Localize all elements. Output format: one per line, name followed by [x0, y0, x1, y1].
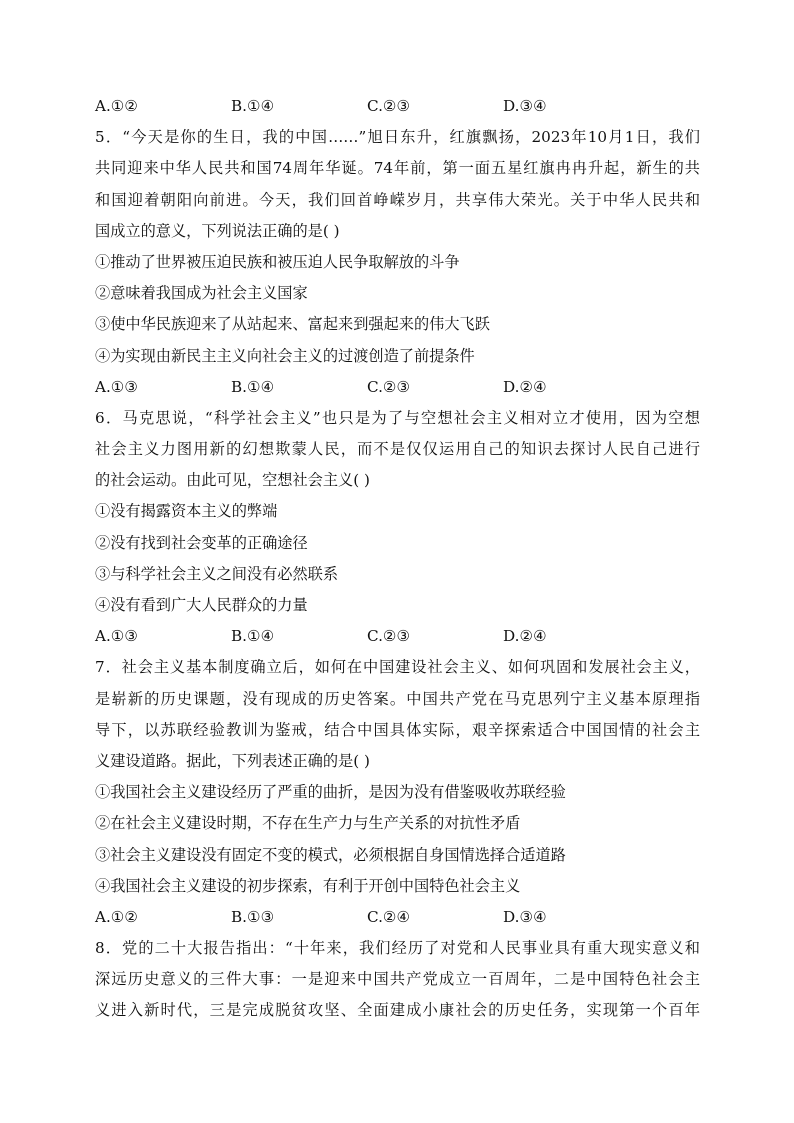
statement-item: ④没有看到广大人民群众的力量: [95, 596, 308, 614]
question-stem-line: 国成立的意义，下列说法正确的是( ): [95, 221, 340, 240]
statement-item: ②在社会主义建设时期，不存在生产力与生产关系的对抗性矛盾: [95, 814, 521, 833]
option-c[interactable]: C.②③: [367, 97, 411, 115]
option-a[interactable]: A.①③: [95, 377, 139, 396]
statement-item: ③使中华民族迎来了从站起来、富起来到强起来的伟大飞跃: [95, 315, 490, 334]
option-b[interactable]: B.①④: [231, 627, 275, 646]
question-7: [95, 652, 700, 933]
option-c[interactable]: C.②③: [367, 627, 411, 646]
statement-item: ①我国社会主义建设经历了严重的曲折，是因为没有借鉴吸收苏联经验: [95, 783, 566, 802]
statement-item: ④为实现由新民主主义向社会主义的过渡创造了前提条件: [95, 346, 475, 365]
option-b[interactable]: B.①④: [231, 377, 275, 396]
statement-item: ①没有揭露资本主义的弊端: [95, 502, 278, 521]
question-stem-line: 6．马克思说，“科学社会主义”也只是为了与空想社会主义相对立才使用，因为空想: [95, 408, 700, 427]
statement-item: ②没有找到社会变革的正确途径: [95, 533, 308, 552]
options-row: [95, 902, 700, 933]
options-row: [95, 621, 700, 652]
question-stem-line: 5．“今天是你的生日，我的中国……”旭日东升，红旗飘扬，2023年10月1日，我们: [95, 128, 700, 147]
question-stem-line: 是崭新的历史课题，没有现成的历史答案。中国共产党在马克思列宁主义基本原理指: [95, 689, 700, 708]
option-d[interactable]: D.③④: [503, 97, 547, 115]
question-stem-line: 深远历史意义的三件大事：一是迎来中国共产党成立一百周年，二是中国特色社会主: [95, 970, 700, 989]
question-stem-line: 7．社会主义基本制度确立后，如何在中国建设社会主义、如何巩固和发展社会主义，: [95, 658, 700, 677]
question-stem-line: 导下，以苏联经验教训为鉴戒，结合中国具体实际，艰辛探索适合中国国情的社会主: [95, 720, 700, 739]
option-b[interactable]: B.①④: [231, 97, 275, 115]
question-stem-line: 共同迎来中华人民共和国74周年华诞。74年前，第一面五星红旗冉冉升起，新生的共: [95, 159, 700, 178]
question-stem-line: 社会主义力图用新的幻想欺蒙人民，而不是仅仅运用自己的知识去探讨人民自己进行: [95, 440, 700, 459]
option-b[interactable]: B.①③: [231, 907, 275, 926]
statement-item: ③社会主义建设没有固定不变的模式，必须根据自身国情选择合适道路: [95, 845, 566, 864]
options-row-q4: [95, 91, 700, 122]
option-a[interactable]: A.①②: [95, 907, 139, 926]
statement-item: ①推动了世界被压迫民族和被压迫人民争取解放的斗争: [95, 252, 460, 271]
question-stem-line: 8．党的二十大报告指出：“十年来，我们经历了对党和人民事业具有重大现实意义和: [95, 939, 700, 958]
question-stem-line: 和国迎着朝阳向前进。今天，我们回首峥嵘岁月，共享伟大荣光。关于中华人民共和: [95, 190, 700, 209]
question-stem-line: 义建设道路。据此，下列表述正确的是( ): [95, 751, 370, 770]
question-6: [95, 403, 700, 653]
option-c[interactable]: C.②④: [367, 907, 411, 926]
statement-item: ④我国社会主义建设的初步探索，有利于开创中国特色社会主义: [95, 876, 521, 895]
option-d[interactable]: D.②④: [503, 627, 547, 646]
question-stem-line: 义进入新时代，三是完成脱贫攻坚、全面建成小康社会的历史任务，实现第一个百年: [95, 1001, 700, 1020]
question-stem-line: 的社会运动。由此可见，空想社会主义( ): [95, 471, 370, 490]
options-row: [95, 372, 700, 403]
option-a[interactable]: A.①③: [95, 627, 139, 646]
option-d[interactable]: D.③④: [503, 907, 547, 926]
option-a[interactable]: A.①②: [95, 97, 139, 115]
statement-item: ②意味着我国成为社会主义国家: [95, 284, 308, 303]
option-c[interactable]: C.②③: [367, 377, 411, 396]
option-d[interactable]: D.②④: [503, 377, 547, 396]
statement-item: ③与科学社会主义之间没有必然联系: [95, 564, 338, 583]
document-page: [95, 91, 700, 1027]
question-5: [95, 122, 700, 403]
question-8: [95, 933, 700, 1027]
